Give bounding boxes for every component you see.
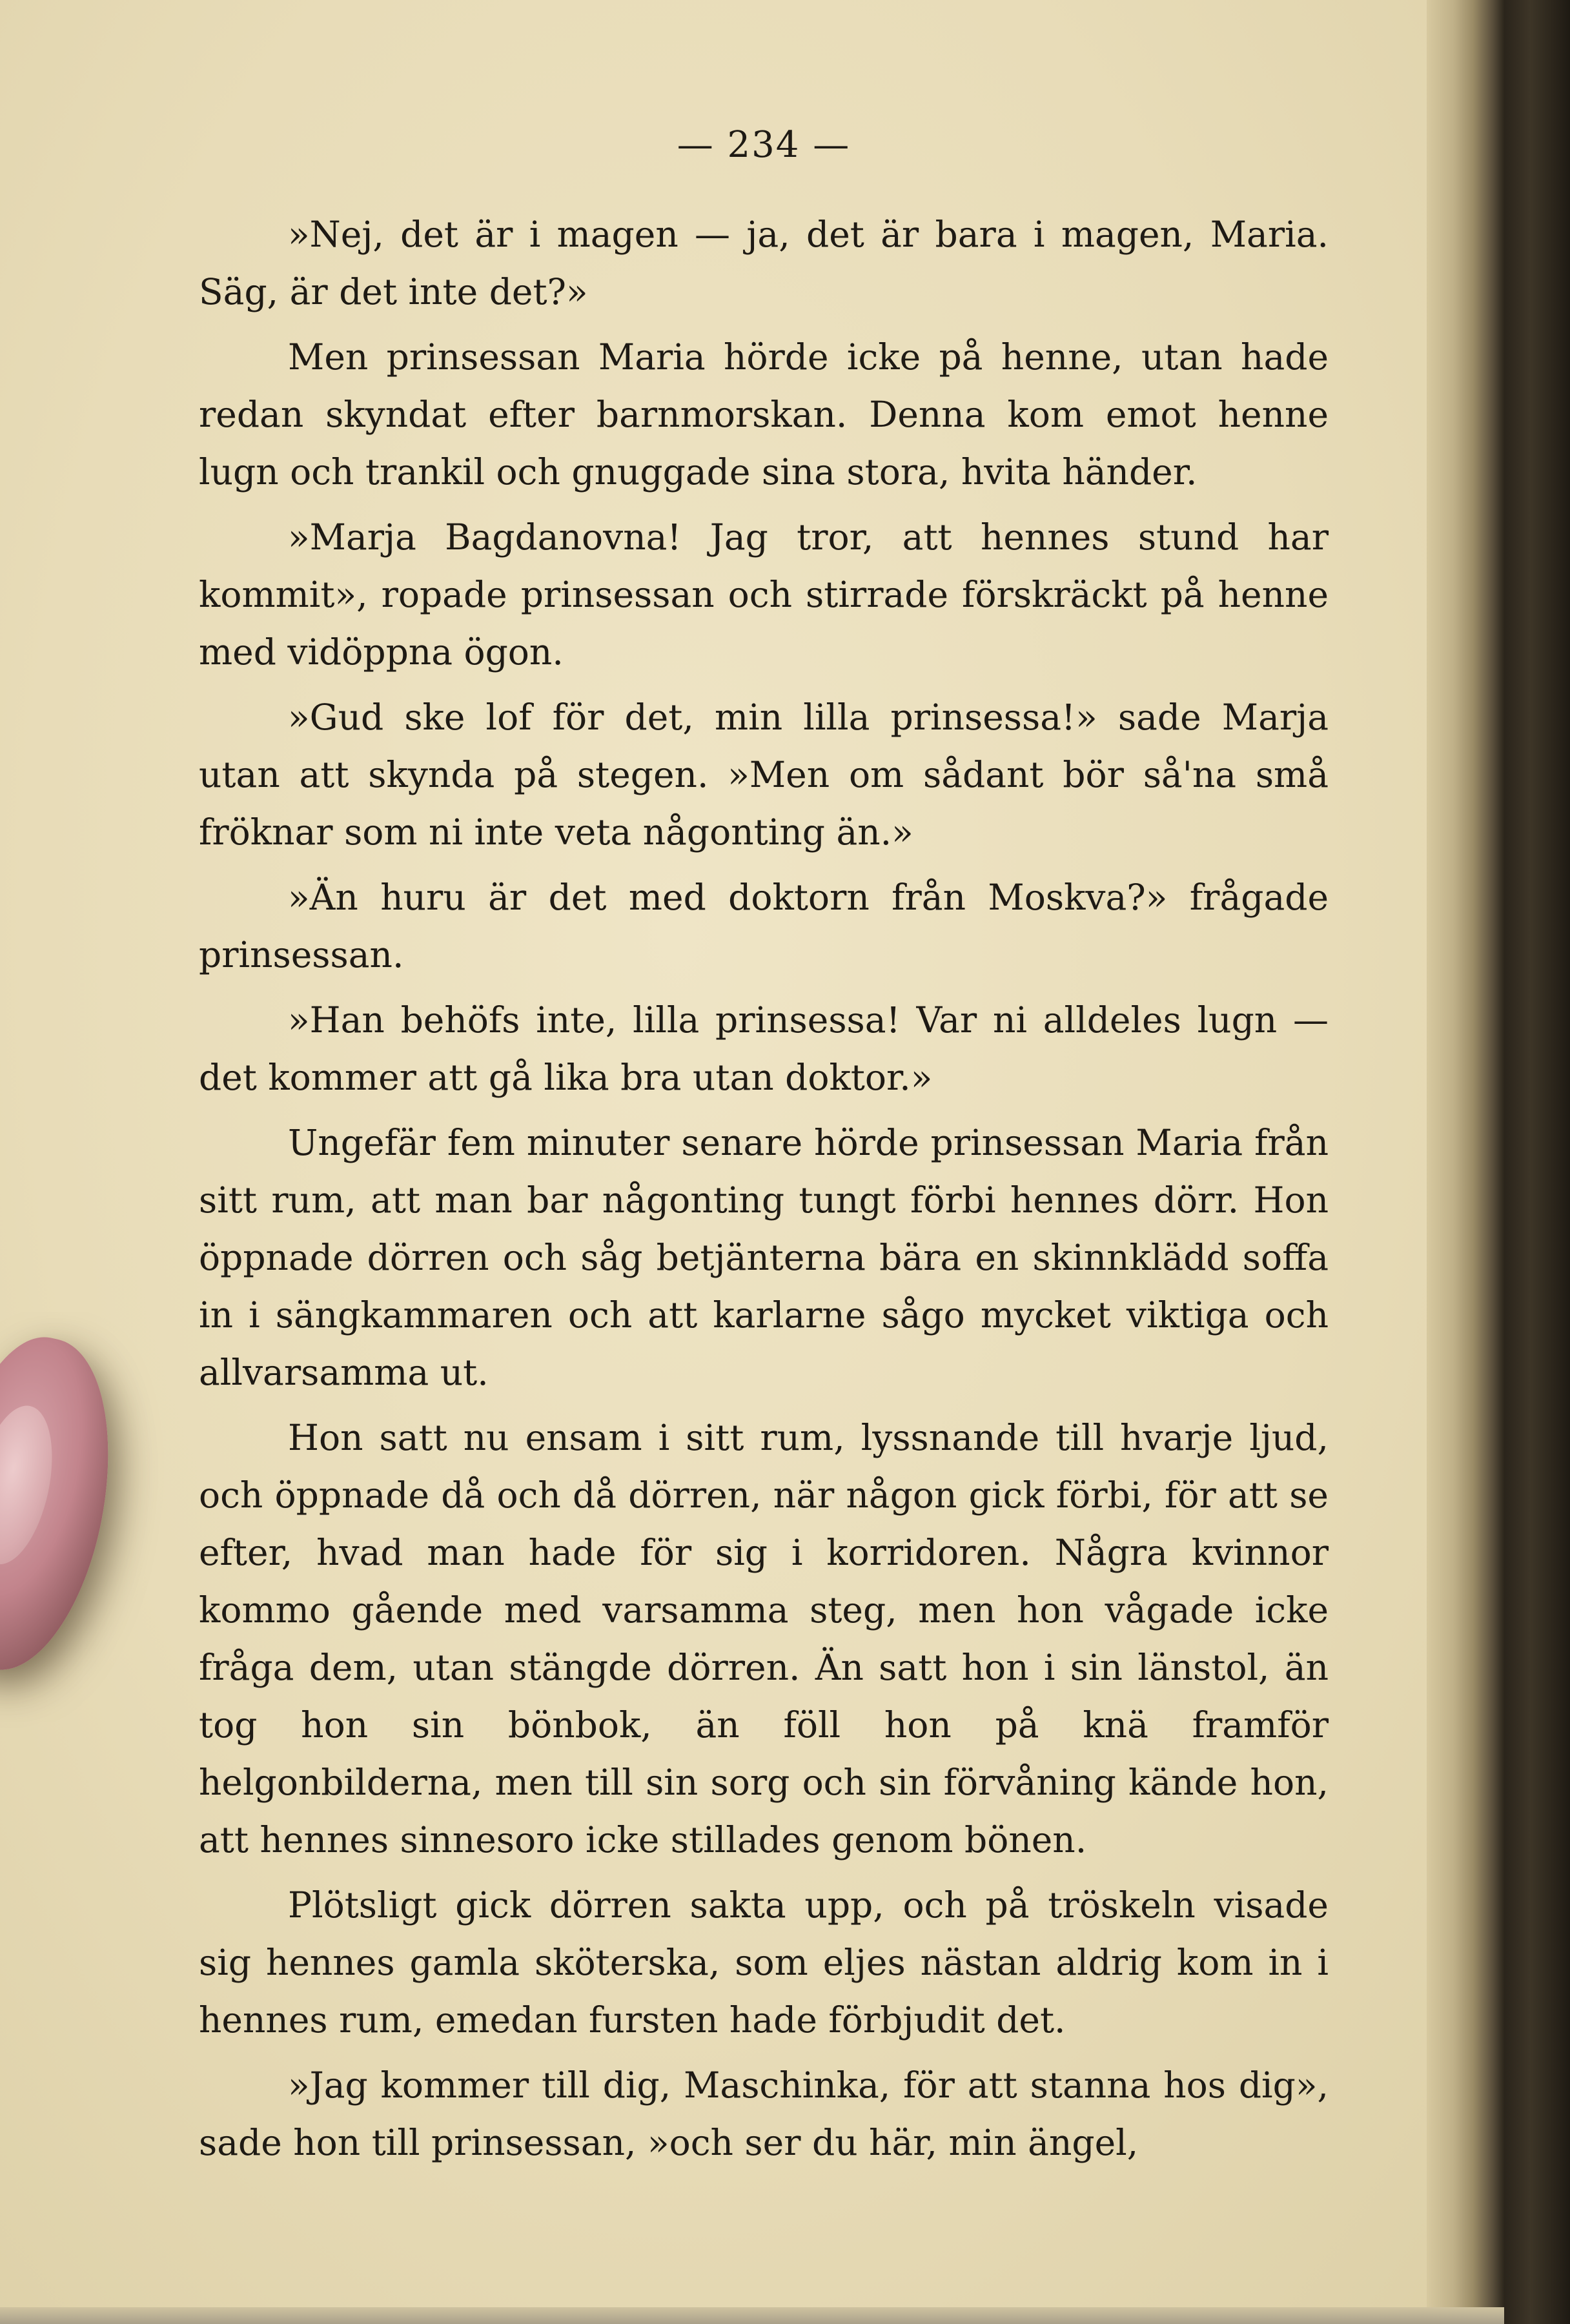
paragraph: »Än huru är det med doktorn från Moskva?» frågade prinsessan. — [199, 877, 1329, 975]
paragraph: Men prinsessan Maria hörde icke på henne, utan hade redan skyndat efter barnmorskan. Denna kom emot henne lugn och trankil och gnuggade sina stora, hvita händer. — [199, 336, 1329, 493]
page-number: — 234 — — [677, 124, 851, 166]
paragraph: »Jag kommer till dig, Maschinka, för att stanna hos dig», sade hon till prinsessan, »och ser du här, min ängel, — [199, 2064, 1329, 2163]
paragraph: Plötsligt gick dörren sakta upp, och på tröskeln visade sig hennes gamla sköterska, som eljes nästan aldrig kom in i hennes rum, emedan fursten hade förbjudit det. — [199, 1884, 1329, 2041]
paragraph: Ungefär fem minuter senare hörde prinsessan Maria från sitt rum, att man bar någonting tungt förbi hennes dörr. Hon öppnade dörren och såg betjänterna bära en skinnklädd soffa in i sängkammaren och att karlarne sågo mycket viktiga och allvarsamma ut. — [199, 1122, 1329, 1393]
finger — [0, 1324, 136, 1685]
paragraph: »Marja Bagdanovna! Jag tror, att hennes stund har kommit», ropade prinsessan och stirrade förskräckt på henne med vidöppna ögon. — [199, 516, 1329, 673]
book-cover-edge — [1504, 0, 1570, 2324]
page-text — [199, 116, 1329, 2179]
paragraph: »Nej, det är i magen — ja, det är bara i magen, Maria. Säg, är det inte det?» — [199, 214, 1329, 312]
paragraph: »Gud ske lof för det, min lilla prinsessa!» sade Marja utan att skynda på stegen. »Men om sådant bör så'na små fröknar som ni inte veta någonting än.» — [199, 697, 1329, 853]
fingernail — [0, 1399, 65, 1571]
paragraph: »Han behöfs inte, lilla prinsessa! Var ni alldeles lugn — det kommer att gå lika bra utan doktor.» — [199, 999, 1329, 1098]
page-gutter-shadow — [1427, 0, 1504, 2324]
page-bottom-edge — [0, 2307, 1504, 2324]
paragraph: Hon satt nu ensam i sitt rum, lyssnande till hvarje ljud, och öppnade då och då dörren, när någon gick förbi, för att se efter, hvad man hade för sig i korridoren. Några kvinnor kommo gående med varsamma steg, men hon vågade icke fråga dem, utan stängde dörren. Än satt hon i sin länstol, än tog hon sin bönbok, än föll hon på knä framför helgonbilderna, men till sin sorg och sin förvåning kände hon, att hennes sinnesoro icke stillades genom bönen. — [199, 1417, 1329, 1860]
